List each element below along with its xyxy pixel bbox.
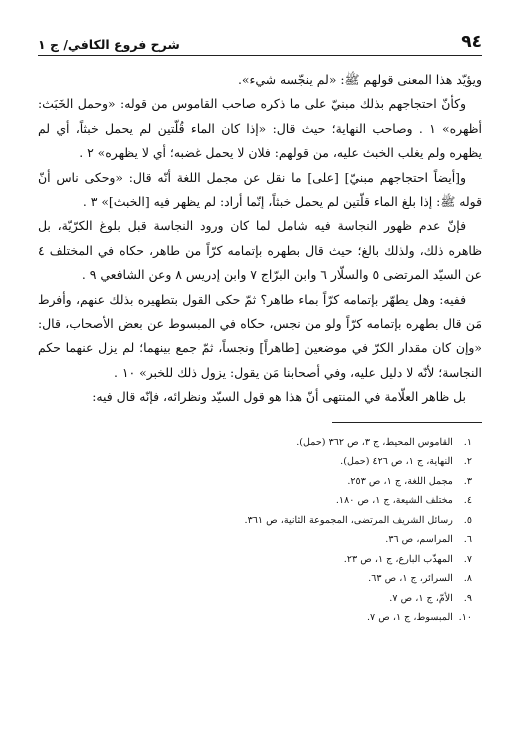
paragraph: ففيه: وهل يطهّر بإتمامه كرّاً بماء طاهر؟ ثمّ حكى القول بتطهيره بذلك عنهم، وأفرط مَن قال بطهره بإتمامه كرّاً ولو من نجس، حكاه في المبسوط عن بعض الأصحاب، قال: «وإن كان مقدار الكرّ في موضعين [طاهراً] ونجساً، ثمّ جمع بينهما؛ لم يزل عنهما حكم النجاسة؛ لأنّه لا دليل عليه، وفي أصحابنا مَن يقول: يزول ذلك للخبر» ١٠ . (38, 291, 482, 380)
footnote-text: المهذّب البارع، ج ١، ص ٢٣. (343, 553, 453, 565)
footnote-text: مجمل اللغة، ج ١، ص ٢٥٣. (347, 475, 453, 487)
footnote-text: رسائل الشريف المرتضى، المجموعة الثانية، ص ٣٦١. (244, 514, 453, 526)
footnote-number: ٣. (463, 475, 472, 487)
paragraph: و[أيضاً احتجاجهم مبنيّ] [على] ما نقل عن مجمل اللغة أنّه قال: «وحكى ناس أنّ قوله ﷺ: إذا بلغ الماء قلّتين لم يحمل خبثاً، إنّما أراد: لم يظهر فيه [الخبث]» ٣ . (38, 169, 482, 210)
footnote-item (38, 511, 472, 531)
running-title: شرح فروع الكافي/ ج ١ (38, 37, 180, 52)
footnote-item (38, 530, 472, 550)
footnote-number: ٨. (463, 573, 472, 585)
footnote-number: ٢. (463, 456, 472, 468)
footnote-item (38, 589, 472, 609)
paragraph: ويؤيّد هذا المعنى قولهم ﷺ: «لم ينجّسه شيء». (237, 72, 482, 87)
footnote-item (38, 569, 472, 589)
paragraph: فإنّ عدم ظهور النجاسة فيه شامل لما كان ورود النجاسة قبل بلوغ الكرّيّة، بل ظاهره ذلك، ولذلك بالغ؛ حيث قال بطهره بإتمامه كرّاً من طاهر، حكاه في المختلف ٤ عن السيّد المرتضى ٥ والسلّار ٦ وابن البرّاج ٧ وابن إدريس ٨ وعن الشافعي ٩ . (38, 218, 482, 283)
footnote-text: الأمّ، ج ١، ص ٧. (389, 592, 453, 604)
footnote-number: ٦. (463, 534, 472, 546)
footnote-text: السرائر، ج ١، ص ٦٣. (368, 573, 453, 585)
paragraph: وكأنّ احتجاجهم بذلك مبنيّ على ما ذكره صاحب القاموس من قوله: «وحمل الخَبَث: أظهره» ١ . وصاحب النهاية؛ حيث قال: «إذا كان الماء قُلّتين لم يحمل خبثاً، أي لم يظهره ولم يغلب الخبث عليه، من قولهم: فلان لا يحمل غضبه؛ أي لا يظهره» ٢ . (38, 96, 482, 161)
footnote-text: المراسم، ص ٣٦. (385, 534, 453, 546)
footnote-number: ٧. (463, 553, 472, 565)
footnote-text: النهاية، ج ١، ص ٤٢٦ (حمل). (340, 456, 453, 468)
page-header (38, 30, 482, 56)
footnote-text: القاموس المحيط، ج ٣، ص ٣٦٢ (حمل). (296, 436, 453, 448)
footnote-number: ٤. (463, 495, 472, 507)
footnote-number: ١. (463, 436, 472, 448)
paragraph: بل ظاهر العلّامة في المنتهى أنّ هذا هو قول السيّد ونظرائه، فإنّه قال فيه: (92, 389, 466, 405)
page-number: ٩٤ (461, 32, 482, 52)
footnote-text: المبسوط، ج ١، ص ٧. (366, 612, 453, 624)
footnote-number: ٩. (463, 592, 472, 604)
footnote-item (38, 472, 472, 492)
footnote-item (38, 608, 472, 628)
footnote-number: ١٠. (458, 612, 472, 624)
footnote-item (38, 452, 472, 472)
footnote-separator (332, 422, 482, 423)
main-text (38, 68, 482, 410)
footnote-text: مختلف الشيعة، ج ١، ص ١٨٠. (335, 495, 453, 507)
footnote-item (38, 550, 472, 570)
footnote-number: ٥. (463, 514, 472, 526)
footnote-item (38, 491, 472, 511)
footnotes (38, 433, 482, 628)
footnote-item (38, 433, 472, 453)
